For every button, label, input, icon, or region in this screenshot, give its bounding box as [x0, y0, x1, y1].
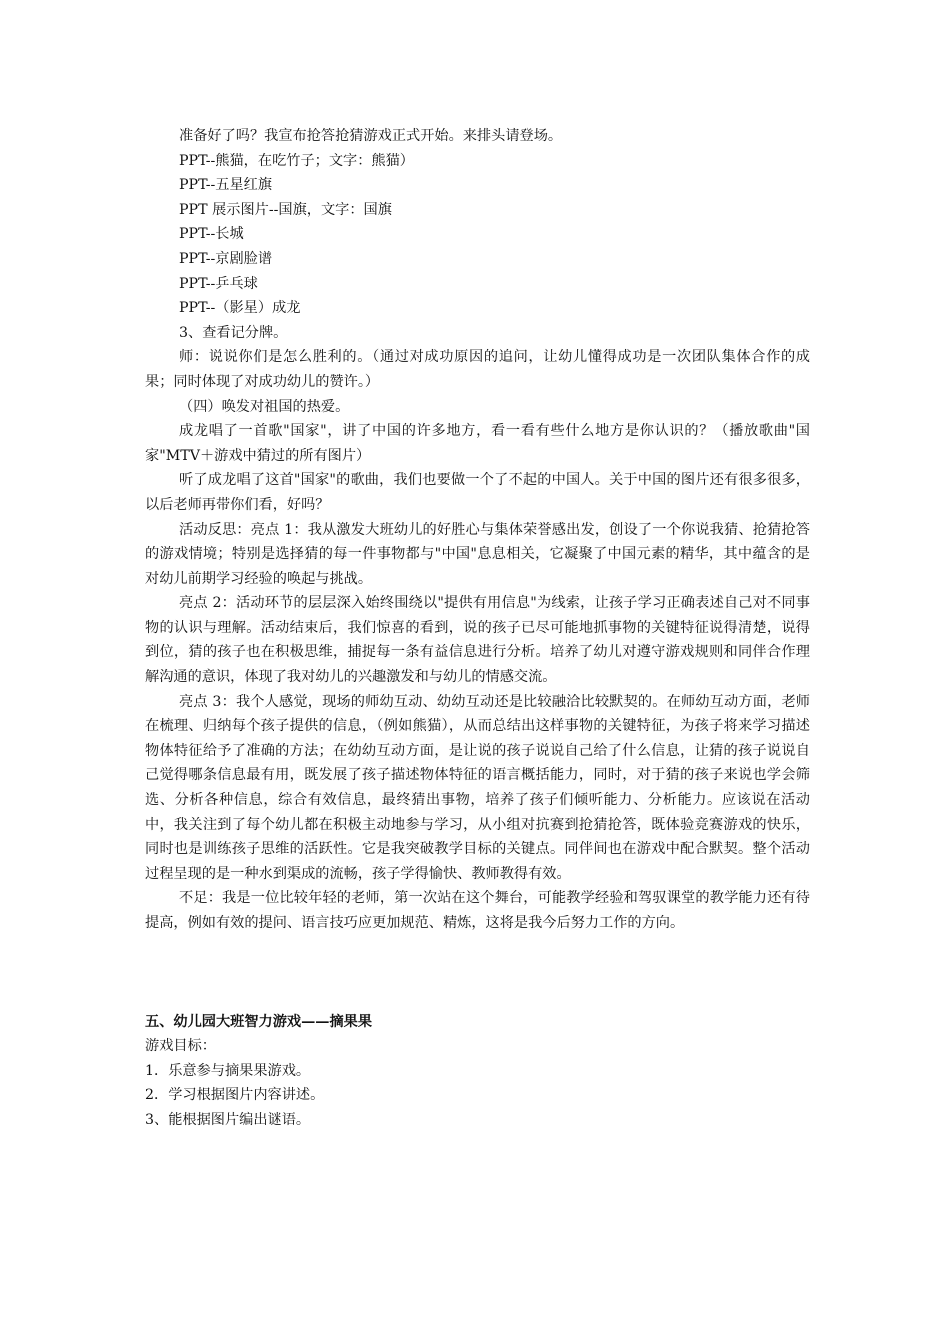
goal-item: 2．学习根据图片内容讲述。	[145, 1087, 325, 1104]
goal-item: 3、能根据图片编出谜语。	[145, 1111, 311, 1128]
text-line: PPT--五星红旗	[179, 177, 273, 194]
body-paragraph: 成龙唱了一首歌"国家"，讲了中国的许多地方，看一看有些什么地方是你认识的？（播放歌曲"国家"MTV＋游戏中猜过的所有图片）	[145, 423, 810, 464]
body-paragraph: 师：说说你们是怎么胜利的。（通过对成功原因的追问，让幼儿懂得成功是一次团队集体合作的成果；同时体现了对成功幼儿的赞许。）	[145, 349, 810, 390]
text-line: PPT--熊猫，在吃竹子；文字：熊猫）	[179, 152, 414, 169]
text-line: PPT--京剧脸谱	[179, 250, 273, 267]
document-page	[145, 124, 810, 1133]
reflection-paragraph: 亮点 2：活动环节的层层深入始终围绕以"提供有用信息"为线索，让孩子学习正确表述自己对不同事物的认识与理解。活动结束后，我们惊喜的看到，说的孩子已尽可能地抓事物的关键特征说得清楚，说得到位，猜的孩子也在积极思维，捕捉每一条有益信息进行分析。培养了幼儿对遵守游戏规则和同伴合作理解沟通的意识，体现了我对幼儿的兴趣激发和与幼儿的情感交流。	[145, 595, 810, 686]
subsection-title: （四）唤发对祖国的热爱。	[179, 398, 350, 415]
reflection-paragraph: 不足：我是一位比较年轻的老师，第一次站在这个舞台，可能教学经验和驾驭课堂的教学能力还有待提高，例如有效的提问、语言技巧应更加规范、精炼，这将是我今后努力工作的方向。	[145, 890, 810, 931]
goal-label: 游戏目标：	[145, 1038, 216, 1055]
text-line: PPT 展示图片--国旗，文字：国旗	[179, 201, 392, 218]
text-line: PPT--乒乓球	[179, 275, 258, 292]
reflection-paragraph: 亮点 3：我个人感觉，现场的师幼互动、幼幼互动还是比较融洽比较默契的。在师幼互动方面，老师在梳理、归纳每个孩子提供的信息，（例如熊猫），从而总结出这样事物的关键特征，为孩子将来学习描述物体特征给予了准确的方法；在幼幼互动方面，是让说的孩子说说自己给了什么信息，让猜的孩子说说自己觉得哪条信息最有用，既发展了孩子描述物体特征的语言概括能力，同时，对于猜的孩子来说也学会筛选、分析各种信息，综合有效信息，最终猜出事物，培养了孩子们倾听能力、分析能力。应该说在活动中，我关注到了每个幼儿都在积极主动地参与学习，从小组对抗赛到抢猜抢答，既体验竞赛游戏的快乐，同时也是训练孩子思维的活跃性。它是我突破教学目标的关键点。同伴间也在游戏中配合默契。整个活动过程呈现的是一种水到渠成的流畅，孩子学得愉快、教师教得有效。	[145, 693, 810, 882]
text-line: 3、查看记分牌。	[179, 324, 288, 341]
text-line: PPT--（影星）成龙	[179, 300, 301, 317]
section-heading: 五、幼儿园大班智力游戏——摘果果	[145, 1013, 373, 1030]
reflection-paragraph: 活动反思：亮点 1：我从激发大班幼儿的好胜心与集体荣誉感出发，创设了一个你说我猜、抢猜抢答的游戏情境；特别是选择猜的每一件事物都与"中国"息息相关，它凝聚了中国元素的精华，其中蕴含的是对幼儿前期学习经验的唤起与挑战。	[145, 521, 810, 587]
body-paragraph: 听了成龙唱了这首"国家"的歌曲，我们也要做一个了不起的中国人。关于中国的图片还有很多很多，以后老师再带你们看，好吗？	[145, 472, 810, 513]
section-spacer	[145, 936, 810, 1010]
goal-item: 1．乐意参与摘果果游戏。	[145, 1062, 311, 1079]
text-line: 准备好了吗？我宣布抢答抢猜游戏正式开始。来排头请登场。	[179, 128, 563, 144]
text-line: PPT--长城	[179, 226, 244, 243]
